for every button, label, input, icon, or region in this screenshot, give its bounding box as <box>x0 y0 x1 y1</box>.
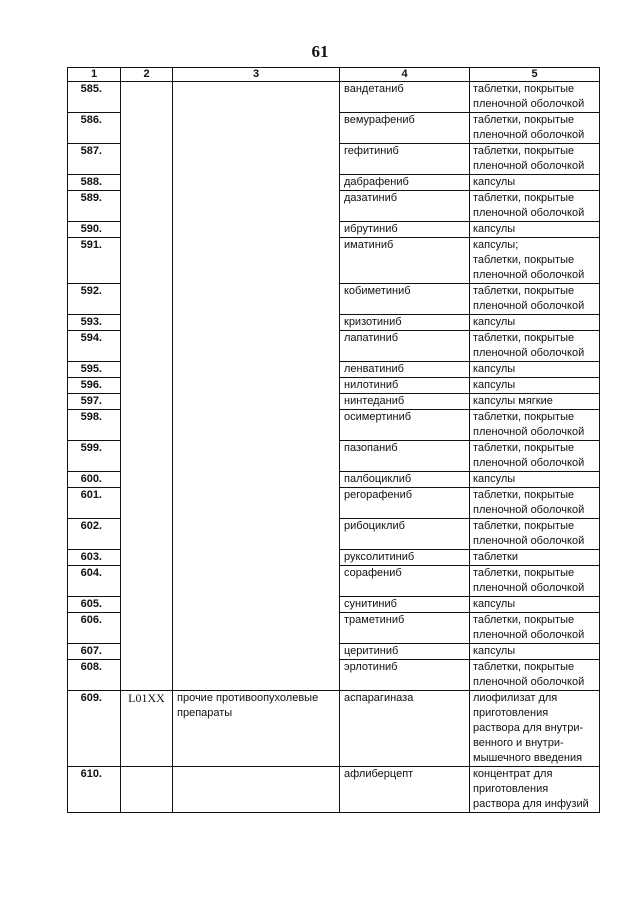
row-number: 596. <box>68 378 121 394</box>
dosage-form-line: таблетки, покрытые <box>473 661 575 673</box>
drug-name: афлиберцепт <box>340 767 470 813</box>
atc-code-cell <box>121 519 173 550</box>
group-cell <box>173 767 340 813</box>
drug-name: вемурафениб <box>340 113 470 144</box>
table-row <box>68 82 600 113</box>
dosage-form-line: пленочной оболочкой <box>473 269 585 281</box>
drug-name: вандетаниб <box>340 82 470 113</box>
dosage-form <box>470 644 600 660</box>
dosage-form-line: капсулы <box>473 645 516 657</box>
drug-name: ибрутиниб <box>340 222 470 238</box>
dosage-form-line: пленочной оболочкой <box>473 629 585 641</box>
drug-name: дазатиниб <box>340 191 470 222</box>
row-number: 587. <box>68 144 121 175</box>
table-row <box>68 222 600 238</box>
row-number: 586. <box>68 113 121 144</box>
group-cell <box>173 362 340 378</box>
group-name-line: препараты <box>177 707 233 719</box>
atc-code-cell <box>121 660 173 691</box>
dosage-form-line: таблетки, покрытые <box>473 489 575 501</box>
group-cell <box>173 331 340 362</box>
table-header-row <box>68 68 600 82</box>
group-cell <box>173 441 340 472</box>
dosage-form-line: пленочной оболочкой <box>473 504 585 516</box>
table-row <box>68 613 600 644</box>
row-number: 600. <box>68 472 121 488</box>
group-cell <box>173 175 340 191</box>
dosage-form-line: пленочной оболочкой <box>473 426 585 438</box>
dosage-form-line: таблетки, покрытые <box>473 285 575 297</box>
dosage-form-line: пленочной оболочкой <box>473 457 585 469</box>
dosage-form-line: капсулы <box>473 598 516 610</box>
dosage-form-line: капсулы <box>473 176 516 188</box>
drug-name: нилотиниб <box>340 378 470 394</box>
atc-code-cell <box>121 238 173 284</box>
table-body <box>68 82 600 813</box>
row-number: 606. <box>68 613 121 644</box>
atc-code-cell <box>121 550 173 566</box>
row-number: 592. <box>68 284 121 315</box>
drug-name: кризотиниб <box>340 315 470 331</box>
table-row <box>68 644 600 660</box>
table-row <box>68 441 600 472</box>
dosage-form <box>470 378 600 394</box>
drug-name: иматиниб <box>340 238 470 284</box>
dosage-form-line: таблетки, покрытые <box>473 411 575 423</box>
dosage-form-line: таблетки, покрытые <box>473 83 575 95</box>
dosage-form <box>470 331 600 362</box>
drug-name: осимертиниб <box>340 410 470 441</box>
atc-code-cell <box>121 644 173 660</box>
dosage-form <box>470 767 600 813</box>
table-row <box>68 175 600 191</box>
group-cell <box>173 394 340 410</box>
group-cell <box>173 222 340 238</box>
table-row <box>68 284 600 315</box>
dosage-form-line: пленочной оболочкой <box>473 535 585 547</box>
group-name-line: прочие противоопухолевые <box>177 692 319 704</box>
drug-name: церитиниб <box>340 644 470 660</box>
drug-name: кобиметиниб <box>340 284 470 315</box>
group-cell <box>173 378 340 394</box>
column-header-atc-code: 2 <box>121 68 173 82</box>
atc-code-cell <box>121 175 173 191</box>
group-cell <box>173 691 340 767</box>
drug-name: дабрафениб <box>340 175 470 191</box>
dosage-form <box>470 660 600 691</box>
column-header-drug-name: 4 <box>340 68 470 82</box>
drug-name: гефитиниб <box>340 144 470 175</box>
atc-code-cell <box>121 394 173 410</box>
atc-code-cell <box>121 378 173 394</box>
column-header-group: 3 <box>173 68 340 82</box>
drug-name: палбоциклиб <box>340 472 470 488</box>
atc-code-cell <box>121 597 173 613</box>
drug-name: траметиниб <box>340 613 470 644</box>
dosage-form <box>470 175 600 191</box>
table-row <box>68 472 600 488</box>
dosage-form <box>470 691 600 767</box>
dosage-form <box>470 284 600 315</box>
dosage-form-line: таблетки <box>473 551 519 563</box>
dosage-form <box>470 222 600 238</box>
row-number: 607. <box>68 644 121 660</box>
atc-code-cell <box>121 222 173 238</box>
row-number: 585. <box>68 82 121 113</box>
table-row <box>68 315 600 331</box>
drug-name: рибоциклиб <box>340 519 470 550</box>
atc-code-cell <box>121 767 173 813</box>
group-cell <box>173 82 340 113</box>
group-cell <box>173 191 340 222</box>
dosage-form <box>470 472 600 488</box>
row-number: 608. <box>68 660 121 691</box>
drug-list-table <box>67 67 600 813</box>
atc-code-cell <box>121 82 173 113</box>
dosage-form <box>470 394 600 410</box>
table-row <box>68 597 600 613</box>
dosage-form-line: мышечного введения <box>473 752 583 764</box>
dosage-form-line: пленочной оболочкой <box>473 676 585 688</box>
drug-name: аспарагиназа <box>340 691 470 767</box>
drug-name: эрлотиниб <box>340 660 470 691</box>
row-number: 610. <box>68 767 121 813</box>
atc-code-cell: L01XX <box>121 691 173 767</box>
atc-code-cell <box>121 566 173 597</box>
table-row <box>68 191 600 222</box>
dosage-form <box>470 441 600 472</box>
atc-code-cell <box>121 472 173 488</box>
group-cell <box>173 644 340 660</box>
dosage-form <box>470 597 600 613</box>
row-number: 609. <box>68 691 121 767</box>
drug-name: регорафениб <box>340 488 470 519</box>
table-row <box>68 519 600 550</box>
dosage-form-line: таблетки, покрытые <box>473 145 575 157</box>
group-cell <box>173 660 340 691</box>
dosage-form-line: пленочной оболочкой <box>473 582 585 594</box>
drug-name: сорафениб <box>340 566 470 597</box>
dosage-form <box>470 238 600 284</box>
dosage-form <box>470 113 600 144</box>
atc-code-cell <box>121 488 173 519</box>
dosage-form-line: таблетки, покрытые <box>473 192 575 204</box>
row-number: 597. <box>68 394 121 410</box>
dosage-form-line: раствора для инфузий <box>473 798 589 810</box>
dosage-form-line: капсулы <box>473 473 516 485</box>
dosage-form <box>470 488 600 519</box>
group-cell <box>173 315 340 331</box>
dosage-form-line: таблетки, покрытые <box>473 254 575 266</box>
group-cell <box>173 488 340 519</box>
column-header-dosage-form: 5 <box>470 68 600 82</box>
dosage-form-line: лиофилизат для <box>473 692 558 704</box>
row-number: 588. <box>68 175 121 191</box>
group-cell <box>173 113 340 144</box>
drug-name: пазопаниб <box>340 441 470 472</box>
row-number: 603. <box>68 550 121 566</box>
dosage-form-line: капсулы мягкие <box>473 395 553 407</box>
dosage-form-line: приготовления <box>473 783 549 795</box>
dosage-form-line: пленочной оболочкой <box>473 347 585 359</box>
dosage-form-line: капсулы <box>473 223 516 235</box>
table-row <box>68 362 600 378</box>
table-row <box>68 394 600 410</box>
group-cell <box>173 519 340 550</box>
table-row <box>68 691 600 767</box>
table-row <box>68 660 600 691</box>
table-row <box>68 488 600 519</box>
dosage-form <box>470 362 600 378</box>
drug-name: ленватиниб <box>340 362 470 378</box>
row-number: 604. <box>68 566 121 597</box>
group-cell <box>173 566 340 597</box>
row-number: 591. <box>68 238 121 284</box>
dosage-form-line: пленочной оболочкой <box>473 160 585 172</box>
atc-code-cell <box>121 113 173 144</box>
dosage-form-line: концентрат для <box>473 768 553 780</box>
dosage-form <box>470 613 600 644</box>
table-row <box>68 410 600 441</box>
dosage-form-line: таблетки, покрытые <box>473 442 575 454</box>
group-cell <box>173 410 340 441</box>
dosage-form-line: таблетки, покрытые <box>473 520 575 532</box>
group-cell <box>173 597 340 613</box>
table-row <box>68 378 600 394</box>
group-cell <box>173 550 340 566</box>
dosage-form-line: таблетки, покрытые <box>473 332 575 344</box>
table-row <box>68 238 600 284</box>
group-cell <box>173 472 340 488</box>
dosage-form-line: раствора для внутри- <box>473 722 584 734</box>
row-number: 593. <box>68 315 121 331</box>
row-number: 594. <box>68 331 121 362</box>
group-cell <box>173 144 340 175</box>
dosage-form-line: приготовления <box>473 707 549 719</box>
atc-code-cell <box>121 331 173 362</box>
drug-name: сунитиниб <box>340 597 470 613</box>
atc-code-cell <box>121 613 173 644</box>
table-row <box>68 144 600 175</box>
table-row <box>68 550 600 566</box>
atc-code-cell <box>121 144 173 175</box>
row-number: 595. <box>68 362 121 378</box>
dosage-form-line: пленочной оболочкой <box>473 98 585 110</box>
table-row <box>68 767 600 813</box>
atc-code-cell <box>121 315 173 331</box>
dosage-form <box>470 315 600 331</box>
dosage-form-line: пленочной оболочкой <box>473 300 585 312</box>
table-row <box>68 566 600 597</box>
row-number: 599. <box>68 441 121 472</box>
dosage-form-line: пленочной оболочкой <box>473 207 585 219</box>
row-number: 602. <box>68 519 121 550</box>
dosage-form-line: венного и внутри- <box>473 737 564 749</box>
column-header-number: 1 <box>68 68 121 82</box>
drug-name: руксолитиниб <box>340 550 470 566</box>
row-number: 590. <box>68 222 121 238</box>
dosage-form <box>470 144 600 175</box>
drug-name: лапатиниб <box>340 331 470 362</box>
atc-code-cell <box>121 441 173 472</box>
dosage-form <box>470 519 600 550</box>
dosage-form-line: таблетки, покрытые <box>473 614 575 626</box>
group-cell <box>173 238 340 284</box>
dosage-form <box>470 566 600 597</box>
drug-name: нинтеданиб <box>340 394 470 410</box>
dosage-form <box>470 410 600 441</box>
dosage-form-line: капсулы <box>473 379 516 391</box>
table-row <box>68 113 600 144</box>
dosage-form-line: капсулы; <box>473 239 519 251</box>
row-number: 605. <box>68 597 121 613</box>
row-number: 601. <box>68 488 121 519</box>
row-number: 598. <box>68 410 121 441</box>
dosage-form-line: капсулы <box>473 316 516 328</box>
dosage-form-line: таблетки, покрытые <box>473 567 575 579</box>
row-number: 589. <box>68 191 121 222</box>
dosage-form <box>470 82 600 113</box>
page-number: 61 <box>311 42 329 61</box>
atc-code-cell <box>121 410 173 441</box>
dosage-form <box>470 550 600 566</box>
atc-code-cell <box>121 191 173 222</box>
atc-code-cell <box>121 362 173 378</box>
dosage-form-line: таблетки, покрытые <box>473 114 575 126</box>
dosage-form-line: пленочной оболочкой <box>473 129 585 141</box>
atc-code-cell <box>121 284 173 315</box>
dosage-form <box>470 191 600 222</box>
table-row <box>68 331 600 362</box>
dosage-form-line: капсулы <box>473 363 516 375</box>
group-cell <box>173 284 340 315</box>
group-cell <box>173 613 340 644</box>
